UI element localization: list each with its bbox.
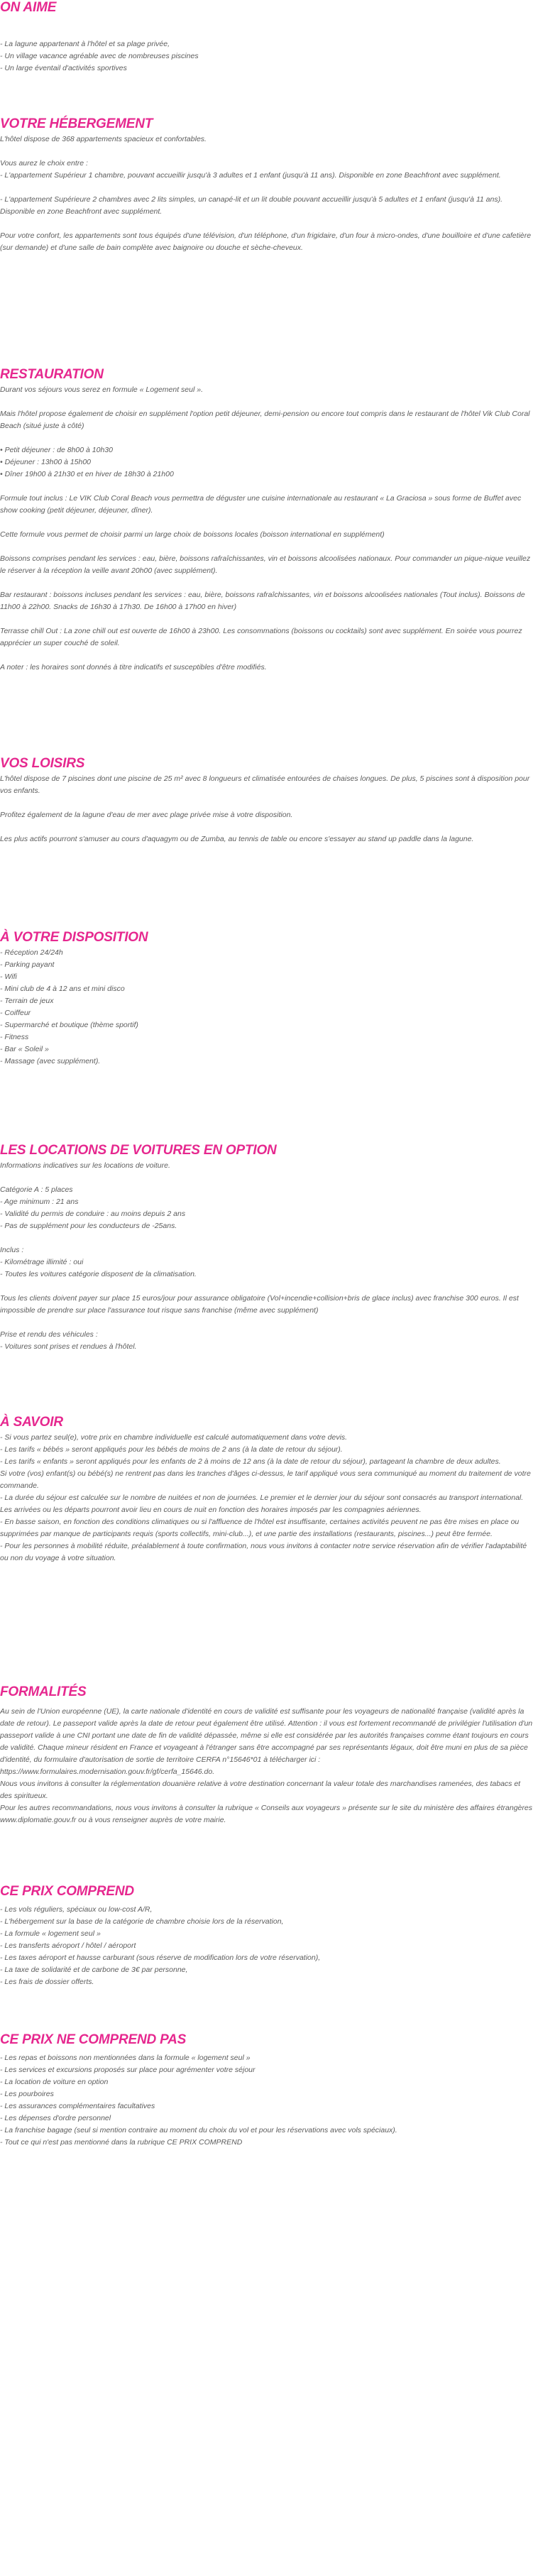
list-item: - Parking payant <box>0 960 55 969</box>
list-item: - Les services et excursions proposés sur place pour agrémenter votre séjour <box>0 2066 256 2074</box>
list-item: - La lagune appartenant à l'hôtel et sa plage privée, <box>0 40 170 48</box>
list-item: - Les vols réguliers, spéciaux ou low-cost A/R, <box>0 1905 153 1914</box>
section-voitures <box>0 1143 534 1353</box>
paragraph: Nous vous invitons à consulter la réglementation douanière relative à votre destination concernant la valeur totale des marchandises ramenées, des tabacs et des spiritueux. <box>0 1780 521 1800</box>
list-item: • Déjeuner : 13h00 à 15h00 <box>0 458 92 466</box>
list-item: - Validité du permis de conduire : au moins depuis 2 ans <box>0 1210 186 1218</box>
paragraph: - Pour les personnes à mobilité réduite, préalablement à toute confirmation, nous vous invitons à contacter notre service réservation afin de vérifier l'adaptabilité ou non du voyage à votre situation. <box>0 1542 527 1562</box>
paragraph: Tous les clients doivent payer sur place 15 euros/jour pour assurance obligatoire (Vol+incendie+collision+bris de glace inclus) avec franchise 300 euros. Il est impossible de prendre sur place l'assurance tout risque sans franchise (même avec supplément) <box>0 1294 519 1315</box>
paragraph: - Les tarifs « bébés » seront appliqués pour les bébés de moins de 2 ans (à la date de retour du séjour). <box>0 1445 343 1454</box>
heading-prix-ne-comprend: CE PRIX NE COMPREND PAS <box>0 2032 187 2047</box>
section-prix-comprend <box>0 1884 534 1988</box>
paragraph: Cette formule vous permet de choisir parmi un large choix de boissons locales (boisson international en supplément) <box>0 530 385 539</box>
paragraph: Bar restaurant : boissons incluses pendant les services : eau, bière, boissons rafraîchissantes, vin et boissons alcoolisées nationales (Tout inclus). Boissons de 11h00 à 22h00. Snacks de 16h30 à 17h30. De 16h00 à 17h00 en hiver) <box>0 591 525 611</box>
heading-prix-comprend: CE PRIX COMPREND <box>0 1884 134 1899</box>
paragraph: A noter : les horaires sont donnés à titre indicatifs et susceptibles d'être modifiés. <box>0 663 267 672</box>
paragraph: Pour votre confort, les appartements sont tous équipés d'une télévision, d'un téléphone, d'un frigidaire, d'un four à micro-ondes, d'une bouilloire et d'une cafetière (sur demande) et d'une salle de bain complète avec baignoire ou douche et sèche-cheveux. <box>0 231 532 252</box>
heading-restauration: RESTAURATION <box>0 367 104 382</box>
list-item: - Les taxes aéroport et hausse carburant (sous réserve de modification lors de votre réservation), <box>0 1953 321 1962</box>
paragraph: L'hôtel dispose de 368 appartements spacieux et confortables. <box>0 135 207 143</box>
list-item: - Wifi <box>0 972 17 981</box>
list-item: - Fitness <box>0 1033 29 1041</box>
paragraph: Informations indicatives sur les locations de voiture. <box>0 1161 170 1170</box>
paragraph: Terrasse chill Out : La zone chill out est ouverte de 16h00 à 23h00. Les consommations (boissons ou cocktails) sont avec supplément. En soirée vous pourrez apprécier un super couché de soleil. <box>0 627 522 647</box>
list-item: - Tout ce qui n'est pas mentionné dans la rubrique CE PRIX COMPREND <box>0 2138 243 2147</box>
section-disposition <box>0 930 534 1068</box>
section-loisirs <box>0 756 534 845</box>
section-restauration <box>0 367 534 674</box>
list-item: - La location de voiture en option <box>0 2078 109 2086</box>
list-item: - Les pourboires <box>0 2090 54 2098</box>
paragraph: Mais l'hôtel propose également de choisir en supplément l'option petit déjeuner, demi-pension ou encore tout compris dans le restaurant de l'hôtel Vik Club Coral Beach (situé juste à côté) <box>0 410 530 430</box>
list-item: • Dîner 19h00 à 21h30 et en hiver de 18h30 à 21h00 <box>0 470 174 478</box>
paragraph: Formule tout inclus : Le VIK Club Coral Beach vous permettra de déguster une cuisine internationale au restaurant « La Graciosa » sous forme de Buffet avec show cooking (petit déjeuner, déjeuner, dîner). <box>0 494 522 515</box>
paragraph: Pour les autres recommandations, nous vous invitons à consulter la rubrique « Conseils aux voyageurs » présente sur le site du ministère des affaires étrangères www.diplomatie.gouv.fr ou à vous renseigner auprès de votre mairie. <box>0 1804 532 1824</box>
paragraph: Les plus actifs pourront s'amuser au cours d'aquagym ou de Zumba, au tennis de table ou encore s'essayer au stand up paddle dans la lagune. <box>0 835 474 843</box>
list-item: - Voitures sont prises et rendues à l'hôtel. <box>0 1342 137 1351</box>
paragraph: Inclus : <box>0 1246 24 1254</box>
list-item: - Mini club de 4 à 12 ans et mini disco <box>0 985 125 993</box>
heading-voitures: LES LOCATIONS DE VOITURES EN OPTION <box>0 1143 277 1158</box>
list-item: - Réception 24/24h <box>0 948 63 957</box>
list-item: - Supermarché et boutique (thème sportif) <box>0 1021 138 1029</box>
heading-on-aime: ON AIME <box>0 0 57 15</box>
list-item: - Les dépenses d'ordre personnel <box>0 2114 111 2122</box>
heading-disposition: À VOTRE DISPOSITION <box>0 930 148 945</box>
paragraph: - L'appartement Supérieure 2 chambres avec 2 lits simples, un canapé-lit et un lit double pouvant accueillir jusqu'à 5 adultes et 1 enfant (jusqu'à 11 ans). Disponible en zone Beachfront avec supplément. <box>0 195 503 216</box>
paragraph: - La durée du séjour est calculée sur le nombre de nuitées et non de journées. Le premier et le dernier jour du séjour sont consacrés au transport international. Les arrivées ou les départs pourront avoir lieu en cours de nuit en fonction des horaires imposés par les compagnies aériennes. <box>0 1493 524 1514</box>
list-item: - Kilométrage illimité : oui <box>0 1258 84 1266</box>
paragraph: L'hôtel dispose de 7 piscines dont une piscine de 25 m² avec 8 longueurs et climatisée entourées de chaises longues. De plus, 5 piscines sont à disposition pour vos enfants. <box>0 774 530 795</box>
list-item: - Un large éventail d'activités sportives <box>0 64 127 72</box>
list-item: - La formule « logement seul » <box>0 1929 101 1938</box>
list-item: - Les assurances complémentaires facultatives <box>0 2102 155 2110</box>
paragraph: Boissons comprises pendant les services : eau, bière, boissons rafraîchissantes, vin et boissons alcoolisées nationaux. Pour commander un pique-nique veuillez le réserver à la réception la veille avant 20h00 (avec supplément). <box>0 554 531 575</box>
section-hebergement <box>0 116 534 254</box>
list-item: - Les repas et boissons non mentionnées dans la formule « logement seul » <box>0 2054 251 2062</box>
paragraph: Prise et rendu des véhicules : <box>0 1330 98 1339</box>
paragraph: - En basse saison, en fonction des conditions climatiques ou si l'affluence de l'hôtel est insuffisante, certaines activités peuvent ne pas être mises en place ou supprimées par manque de participants requis (sports collectifs, mini-club...), et une partie des installations (restaurants, piscines...) peut être fermée. <box>0 1518 520 1538</box>
paragraph: Si votre (vos) enfant(s) ou bébé(s) ne rentrent pas dans les tranches d'âges ci-dessus, le tarif appliqué vous sera communiqué au moment du traitement de votre commande. <box>0 1469 531 1490</box>
list-item: - Toutes les voitures catégorie disposent de la climatisation. <box>0 1270 197 1278</box>
heading-loisirs: VOS LOISIRS <box>0 756 85 771</box>
heading-formalites: FORMALITÉS <box>0 1684 87 1699</box>
section-prix-ne-comprend <box>0 2032 534 2149</box>
list-item: - Coiffeur <box>0 1009 31 1017</box>
paragraph: - L'appartement Supérieur 1 chambre, pouvant accueillir jusqu'à 3 adultes et 1 enfant (jusqu'à 11 ans). Disponible en zone Beachfront avec supplément. <box>0 171 501 180</box>
list-item: - Un village vacance agréable avec de nombreuses piscines <box>0 52 199 60</box>
list-item: • Petit déjeuner : de 8h00 à 10h30 <box>0 446 113 454</box>
paragraph: Catégorie A : 5 places <box>0 1185 73 1194</box>
paragraph: Vous aurez le choix entre : <box>0 159 88 168</box>
paragraph: - Les tarifs « enfants » seront appliqués pour les enfants de 2 à moins de 12 ans (à la date de retour du séjour), partageant la chambre de deux adultes. <box>0 1457 501 1466</box>
heading-savoir: À SAVOIR <box>0 1415 63 1430</box>
cerfa-link[interactable]: https://www.formulaires.modernisation.gouv.fr/gf/cerfa_15646.do. <box>0 1767 215 1776</box>
list-item: - Age minimum : 21 ans <box>0 1197 79 1206</box>
list-item: - L'hébergement sur la base de la catégorie de chambre choisie lors de la réservation, <box>0 1917 284 1926</box>
list-item: - Les transferts aéroport / hôtel / aéroport <box>0 1941 136 1950</box>
list-item: - Bar « Soleil » <box>0 1045 49 1053</box>
section-savoir <box>0 1415 534 1564</box>
paragraph: - Si vous partez seul(e), votre prix en chambre individuelle est calculé automatiquement dans votre devis. <box>0 1433 348 1442</box>
list-item: - La taxe de solidarité et de carbone de 3€ par personne, <box>0 1966 188 1974</box>
list-item: - Pas de supplément pour les conducteurs de -25ans. <box>0 1222 177 1230</box>
list-item: - Terrain de jeux <box>0 997 54 1005</box>
list-item: - La franchise bagage (seul si mention contraire au moment du choix du vol et pour les réservations avec vols spéciaux). <box>0 2126 397 2134</box>
section-on-aime <box>0 0 534 75</box>
paragraph: Profitez également de la lagune d'eau de mer avec plage privée mise à votre disposition. <box>0 811 293 819</box>
list-item: - Les frais de dossier offerts. <box>0 1978 94 1986</box>
section-formalites <box>0 1684 534 1826</box>
list-item: - Massage (avec supplément). <box>0 1057 101 1065</box>
heading-hebergement: VOTRE HÉBERGEMENT <box>0 116 153 131</box>
paragraph: Au sein de l'Union européenne (UE), la carte nationale d'identité en cours de validité est suffisante pour les voyageurs de nationalité française (validité après la date de retour). Le passeport valide après la date de retour peut également être utilisé. Attention : il vous est fortement recommandé de privilégier l'utilisation d'un passeport valide à une CNI portant une date de fin de validité dépassée, même si elle est considérée par les autorités françaises comme étant toujours en cours de validité. Chaque mineur résident en France et voyageant à l'étranger sans être accompagné par ses représentants légaux, doit être muni en plus de sa pièce d'identité, du formulaire d'autorisation de sortie de territoire CERFA n°15646*01 à télécharger ici : <box>0 1707 533 1764</box>
paragraph: Durant vos séjours vous serez en formule « Logement seul ». <box>0 385 203 394</box>
